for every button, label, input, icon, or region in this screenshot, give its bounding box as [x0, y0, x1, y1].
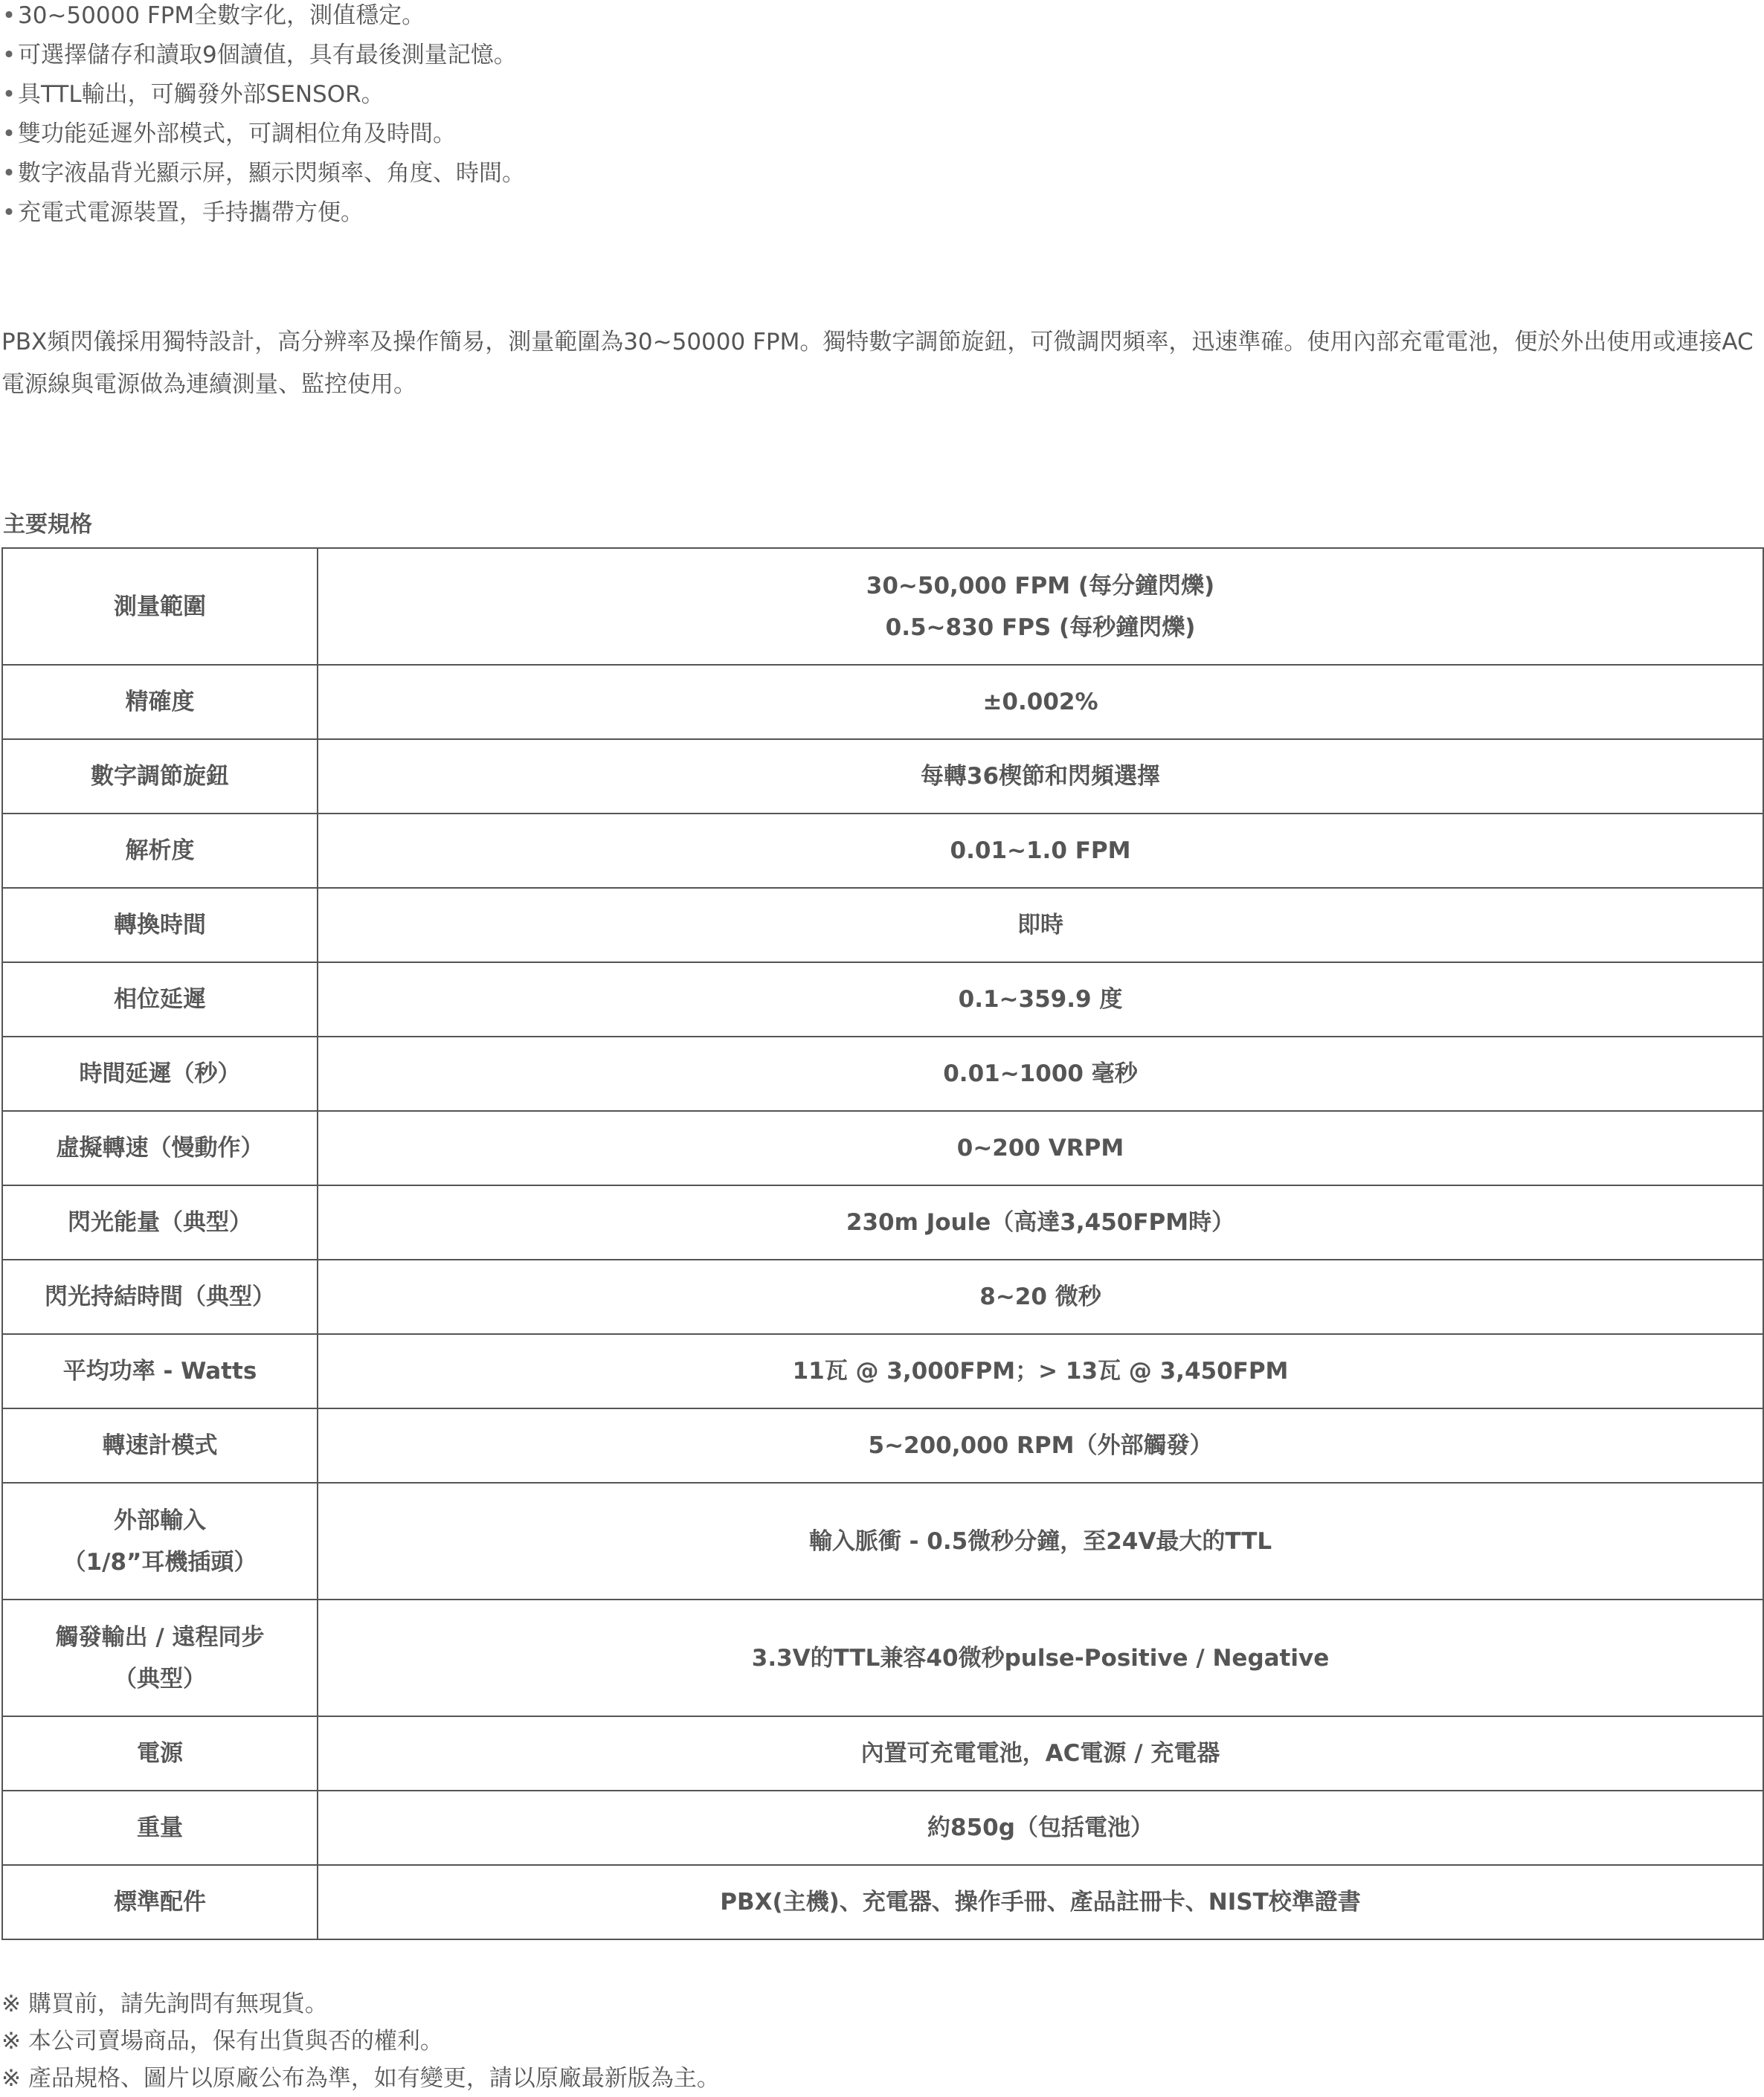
spec-table-body	[2, 548, 1763, 1939]
spec-value-line: 每轉36楔節和閃頻選擇	[920, 763, 1161, 790]
spec-label-line: 重量	[137, 1814, 183, 1841]
spec-value-line: 5~200,000 RPM（外部觸發）	[868, 1432, 1213, 1459]
spec-label-line: 精確度	[125, 689, 195, 715]
spec-label-line: （典型）	[114, 1665, 206, 1692]
spec-value	[318, 548, 1763, 665]
spec-label	[2, 548, 318, 665]
note-item: ※ 產品規格、圖片以原廠公布為準，如有變更，請以原廠最新版為主。	[1, 2065, 720, 2092]
spec-row	[2, 1111, 1763, 1185]
note-item: ※ 購買前，請先詢問有無現貨。	[1, 1991, 328, 2017]
spec-value	[318, 1334, 1763, 1408]
bullet-icon: •	[1, 81, 16, 108]
spec-label-line: 觸發輸出 / 遠程同步	[55, 1623, 265, 1651]
spec-value	[318, 739, 1763, 814]
spec-label	[2, 814, 318, 888]
spec-value	[318, 1865, 1763, 1939]
feature-item: •具TTL輸出，可觸發外部SENSOR。	[0, 79, 1764, 118]
spec-label	[2, 888, 318, 962]
feature-item: •雙功能延遲外部模式，可調相位角及時間。	[0, 118, 1764, 158]
spec-value-line: 0.5~830 FPS (每秒鐘閃爍)	[885, 613, 1196, 641]
spec-value	[318, 1037, 1763, 1111]
spec-value-line: 0.1~359.9 度	[958, 986, 1123, 1013]
spec-label-line: 數字調節旋鈕	[91, 763, 229, 790]
spec-row	[2, 814, 1763, 888]
spec-label	[2, 1600, 318, 1716]
spec-value-line: 3.3V的TTL兼容40微秒pulse-Positive / Negative	[751, 1644, 1330, 1672]
spec-value-line: ±0.002%	[982, 689, 1098, 715]
spec-label	[2, 1483, 318, 1600]
spec-row	[2, 1260, 1763, 1334]
spec-label-line: （1/8”耳機插頭）	[62, 1548, 257, 1576]
spec-label	[2, 1716, 318, 1791]
spec-table	[1, 547, 1764, 1940]
spec-label-line: 轉換時間	[114, 912, 206, 938]
spec-heading: 主要規格	[3, 512, 92, 538]
spec-value	[318, 814, 1763, 888]
feature-list	[0, 0, 1764, 236]
spec-row	[2, 1408, 1763, 1483]
spec-label	[2, 962, 318, 1037]
spec-value	[318, 665, 1763, 739]
spec-label	[2, 1111, 318, 1185]
spec-value	[318, 1111, 1763, 1185]
spec-row	[2, 1865, 1763, 1939]
spec-label-line: 轉速計模式	[102, 1432, 218, 1459]
spec-label	[2, 1865, 318, 1939]
spec-row	[2, 548, 1763, 665]
spec-value-line: 0.01~1.0 FPM	[950, 837, 1131, 864]
notes-list	[1, 1985, 720, 2097]
spec-value-line: 輸入脈衝 - 0.5微秒分鐘，至24V最大的TTL	[808, 1527, 1272, 1555]
spec-label	[2, 1260, 318, 1334]
bullet-icon: •	[1, 42, 16, 68]
spec-value-line: 約850g（包括電池）	[927, 1814, 1153, 1841]
spec-label-line: 外部輸入	[114, 1507, 206, 1534]
spec-row	[2, 739, 1763, 814]
bullet-icon: •	[1, 199, 16, 226]
bullet-icon: •	[1, 160, 16, 187]
spec-value	[318, 1185, 1763, 1260]
spec-value-line: 0.01~1000 毫秒	[943, 1060, 1138, 1087]
spec-value-line: PBX(主機)、充電器、操作手冊、產品註冊卡、NIST校準證書	[720, 1889, 1361, 1916]
spec-value-line: 230m Joule（高達3,450FPM時）	[846, 1209, 1235, 1236]
spec-label	[2, 1791, 318, 1865]
feature-item: •充電式電源裝置，手持攜帶方便。	[0, 197, 1764, 236]
spec-row	[2, 1483, 1763, 1600]
spec-value	[318, 962, 1763, 1037]
spec-row	[2, 888, 1763, 962]
spec-label-line: 測量範圍	[114, 593, 206, 620]
spec-label-line: 虛擬轉速（慢動作）	[56, 1135, 264, 1162]
feature-item: •數字液晶背光顯示屏，顯示閃頻率、角度、時間。	[0, 158, 1764, 197]
spec-row	[2, 962, 1763, 1037]
spec-label-line: 解析度	[125, 837, 195, 864]
spec-label-line: 標準配件	[114, 1889, 206, 1916]
spec-label-line: 時間延遲（秒）	[79, 1060, 241, 1087]
spec-value	[318, 1408, 1763, 1483]
spec-label-line: 電源	[137, 1740, 183, 1767]
spec-value	[318, 1260, 1763, 1334]
spec-label-line: 相位延遲	[114, 986, 206, 1013]
spec-row	[2, 1716, 1763, 1791]
bullet-icon: •	[1, 120, 16, 147]
intro-paragraph: PBX頻閃儀採用獨特設計，高分辨率及操作簡易，測量範圍為30~50000 FPM。獨特數字調節旋鈕，可微調閃頻率，迅速準確。使用內部充電電池，便於外出使用或連接AC電源線與電源做為連續測量、監控使用。	[1, 329, 1754, 398]
spec-row	[2, 1791, 1763, 1865]
spec-label-line: 閃光能量（典型）	[68, 1209, 252, 1236]
note-item: ※ 本公司賣場商品，保有出貨與否的權利。	[1, 2028, 443, 2055]
spec-value	[318, 1791, 1763, 1865]
spec-label-line: 閃光持結時間（典型）	[45, 1283, 275, 1310]
spec-label	[2, 1334, 318, 1408]
spec-value	[318, 888, 1763, 962]
spec-label	[2, 1185, 318, 1260]
spec-value-line: 0~200 VRPM	[956, 1135, 1124, 1162]
spec-row	[2, 665, 1763, 739]
spec-value	[318, 1716, 1763, 1791]
feature-item: •可選擇儲存和讀取9個讀值，具有最後測量記憶。	[0, 39, 1764, 79]
spec-label	[2, 1408, 318, 1483]
spec-row	[2, 1334, 1763, 1408]
spec-label	[2, 1037, 318, 1111]
spec-value-line: 11瓦 @ 3,000FPM；> 13瓦 @ 3,450FPM	[792, 1358, 1289, 1385]
spec-label-line: 平均功率 - Watts	[62, 1358, 257, 1385]
spec-value-line: 內置可充電電池，AC電源 / 充電器	[860, 1740, 1220, 1767]
spec-row	[2, 1600, 1763, 1716]
spec-label	[2, 665, 318, 739]
bullet-icon: •	[1, 2, 16, 29]
spec-value-line: 8~20 微秒	[979, 1283, 1101, 1310]
spec-value-line: 30~50,000 FPM (每分鐘閃爍)	[866, 572, 1215, 599]
spec-row	[2, 1037, 1763, 1111]
spec-value	[318, 1483, 1763, 1600]
feature-item: •30~50000 FPM全數字化，測值穩定。	[0, 0, 1764, 39]
spec-row	[2, 1185, 1763, 1260]
spec-label	[2, 739, 318, 814]
spec-value-line: 即時	[1017, 912, 1063, 938]
spec-value	[318, 1600, 1763, 1716]
